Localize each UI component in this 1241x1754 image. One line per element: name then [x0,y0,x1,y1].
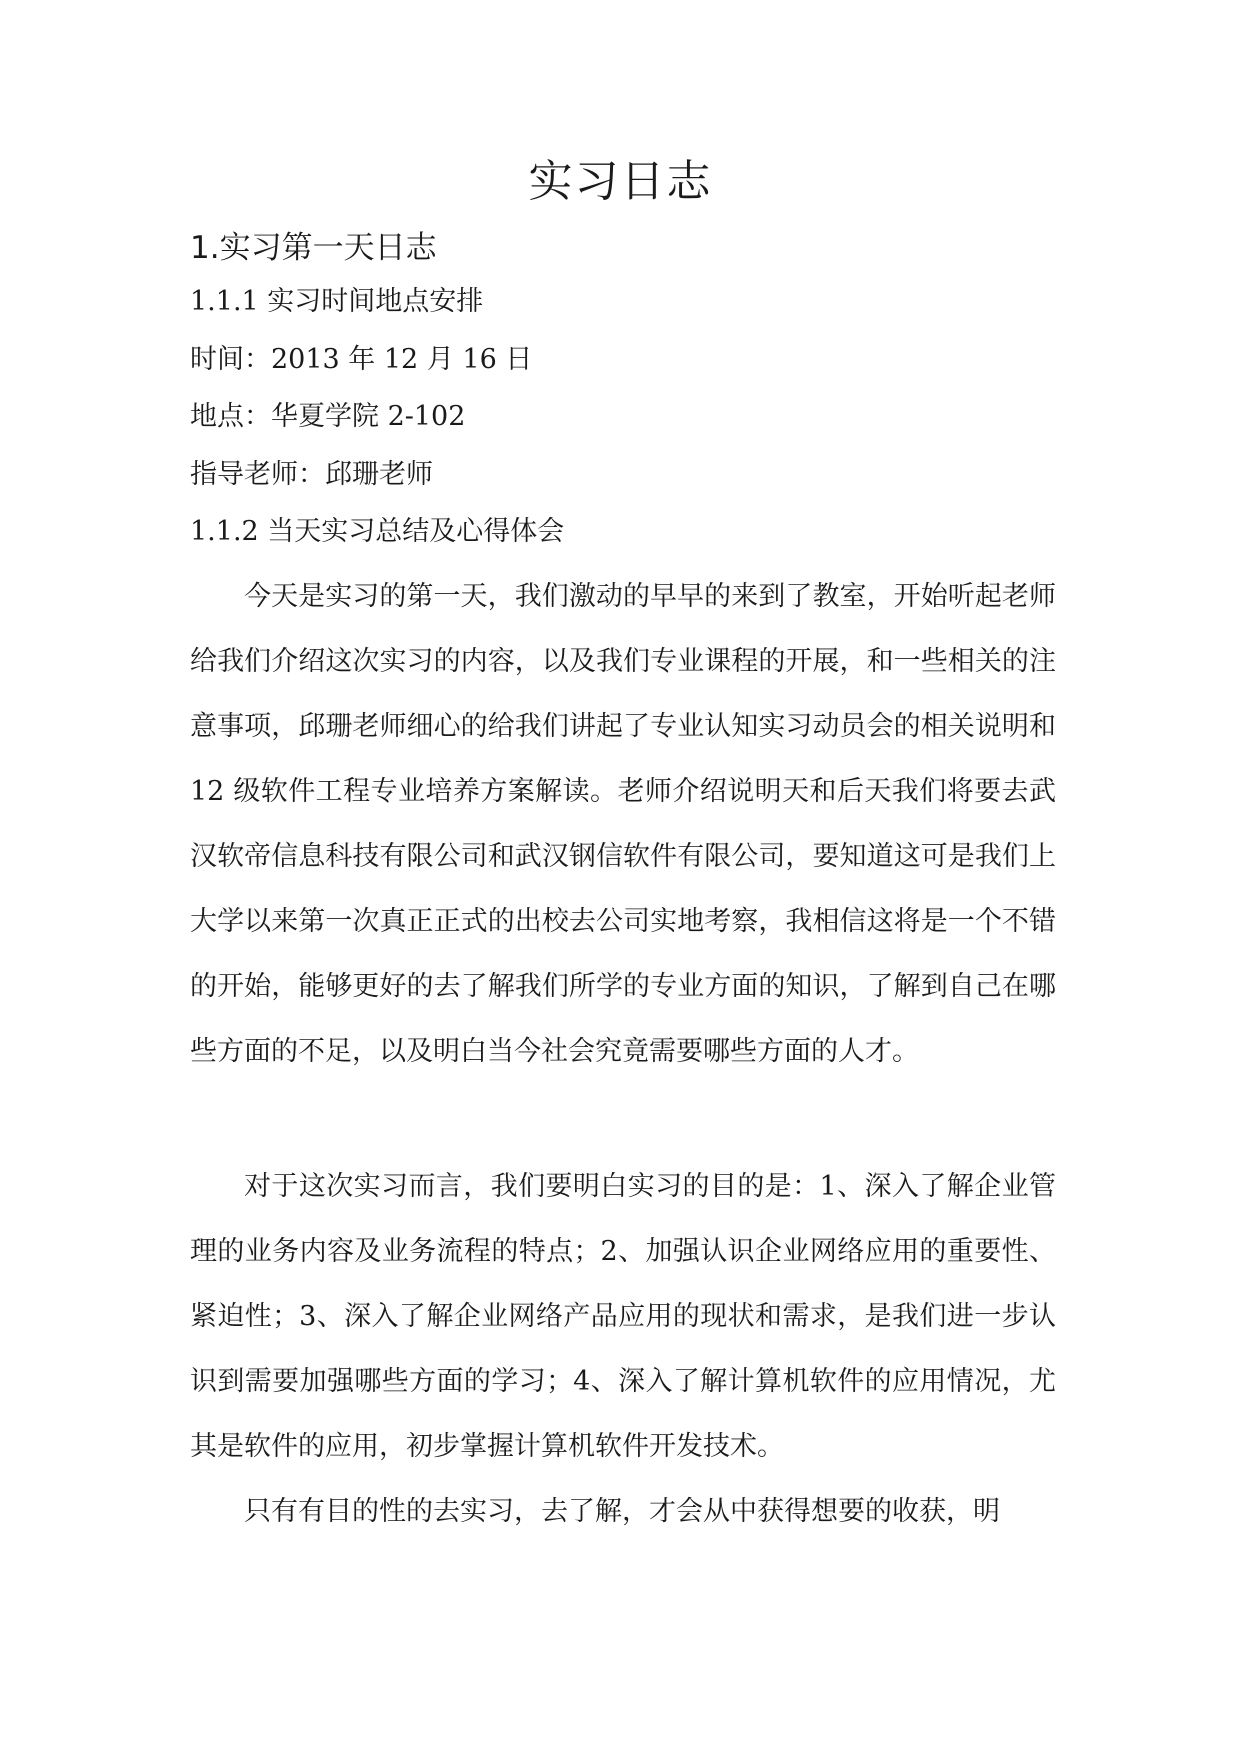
time-line: 时间：2013 年 12 月 16 日 [190,344,533,375]
subsection-heading-schedule: 1.1.1 实习时间地点安排 [190,286,484,317]
section-heading: 1.实习第一天日志 [190,230,437,266]
subsection-heading-summary: 1.1.2 当天实习总结及心得体会 [190,516,565,547]
body-paragraph-1: 今天是实习的第一天，我们激动的早早的来到了教室，开始听起老师给我们介绍这次实习的内容，以及我们专业课程的开展，和一些相关的注意事项，邱珊老师细心的给我们讲起了专业认知实习动员会的相关说明和 12 级软件工程专业培养方案解读。老师介绍说明天和后天我们将要去武汉软帝信息科技有限公司和武汉钢信软件有限公司，要知道这可是我们上大学以来第一次真正正式的出校去公司实地考察，我相信这将是一个不错的开始，能够更好的去了解我们所学的专业方面的知识，了解到自己在哪些方面的不足，以及明白当今社会究竟需要哪些方面的人才。 [190,581,1056,1067]
place-line: 地点：华夏学院 2-102 [190,401,466,432]
document-title: 实习日志 [528,156,713,207]
body-paragraph-3: 只有有目的性的去实习，去了解，才会从中获得想要的收获，明 [244,1496,1000,1527]
teacher-line: 指导老师：邱珊老师 [190,459,433,490]
body-paragraph-2: 对于这次实习而言，我们要明白实习的目的是：1、深入了解企业管理的业务内容及业务流程的特点；2、加强认识企业网络应用的重要性、紧迫性；3、深入了解企业网络产品应用的现状和需求，是我们进一步认识到需要加强哪些方面的学习；4、深入了解计算机软件的应用情况，尤其是软件的应用，初步掌握计算机软件开发技术。 [190,1171,1056,1462]
